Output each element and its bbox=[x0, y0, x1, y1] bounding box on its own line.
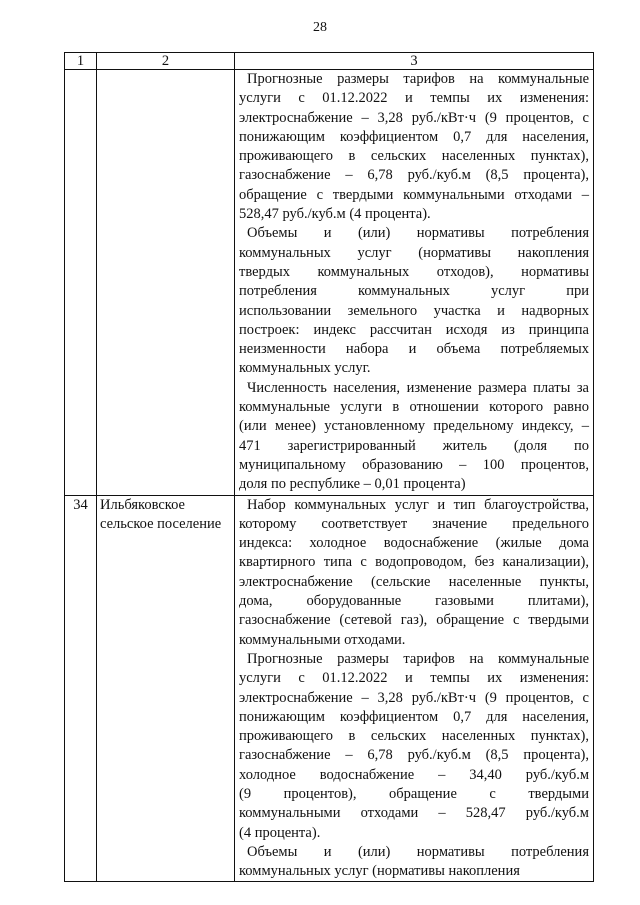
text-line: которому соответствует значение предельного bbox=[239, 515, 589, 532]
text-line: газоснабжение – 6,78 руб./куб.м (8,5 процента), bbox=[239, 167, 589, 184]
text-line: использовании земельного участка и надворных bbox=[239, 302, 589, 319]
text-line: обращение с твердыми коммунальными отходами – bbox=[239, 186, 589, 203]
text-line: коммунальными отходами. bbox=[239, 631, 406, 648]
text-line: потребления коммунальных услуг при bbox=[239, 283, 589, 300]
tariff-description bbox=[235, 495, 594, 882]
paragraph bbox=[239, 650, 589, 843]
header-col-2: 2 bbox=[97, 53, 235, 70]
text-line: электроснабжение – 3,28 руб./кВт·ч (9 процентов, с bbox=[239, 109, 589, 126]
tariff-table bbox=[64, 52, 594, 882]
text-line: Объемы и (или) нормативы потребления bbox=[247, 225, 589, 242]
tariff-description bbox=[235, 70, 594, 496]
text-line: твердых коммунальных отходов), нормативы bbox=[239, 263, 589, 280]
text-line: холодное водоснабжение – 34,40 руб./куб.м bbox=[239, 766, 589, 783]
text-line: понижающим коэффициентом 0,7 для населения, bbox=[239, 708, 589, 725]
text-line: газоснабжение (сетевой газ), обращение с твердыми bbox=[239, 612, 589, 629]
header-col-3: 3 bbox=[235, 53, 594, 70]
text-line: 471 зарегистрированный житель (доля по bbox=[239, 437, 589, 454]
settlement-name: Ильбяковское сельское поселение bbox=[97, 495, 235, 882]
text-line: Прогнозные размеры тарифов на коммунальные bbox=[247, 650, 589, 667]
text-line: коммунальные услуги в отношении которого равно bbox=[239, 399, 589, 416]
text-line: доля по республике – 0,01 процента) bbox=[239, 476, 466, 493]
table-row bbox=[65, 70, 594, 496]
paragraph bbox=[239, 70, 589, 224]
text-line: муниципальному образованию – 100 процентов, bbox=[239, 456, 589, 473]
text-line: построек: индекс рассчитан исходя из принципа bbox=[239, 321, 589, 338]
text-line: (4 процента). bbox=[239, 824, 321, 841]
paragraph bbox=[239, 379, 589, 495]
text-line: понижающим коэффициентом 0,7 для населения, bbox=[239, 128, 589, 145]
text-line: электроснабжение – 3,28 руб./кВт·ч (9 процентов, с bbox=[239, 689, 589, 706]
text-line: (или менее) установленному предельному индексу, – bbox=[239, 418, 589, 435]
text-line: услуги с 01.12.2022 и темпы их изменения: bbox=[239, 670, 589, 687]
text-line: Численность населения, изменение размера платы за bbox=[247, 379, 589, 396]
paragraph bbox=[239, 843, 589, 882]
text-line: Набор коммунальных услуг и тип благоустройства, bbox=[247, 496, 589, 513]
text-line: коммунальных услуг (нормативы накопления bbox=[239, 863, 520, 880]
text-line: (9 процентов), обращение с твердыми bbox=[239, 785, 589, 802]
table-row bbox=[65, 495, 594, 882]
text-line: 528,47 руб./куб.м (4 процента). bbox=[239, 206, 431, 223]
row-number: 34 bbox=[65, 495, 97, 882]
paragraph bbox=[239, 496, 589, 650]
text-line: услуги с 01.12.2022 и темпы их изменения: bbox=[239, 90, 589, 107]
text-line: неизменности набора и объема потребляемых bbox=[239, 341, 589, 358]
text-line: коммунальных услуг (нормативы накопления bbox=[239, 244, 589, 261]
settlement-name bbox=[97, 70, 235, 496]
text-line: квартирного типа с водопроводом, без канализации), bbox=[239, 554, 589, 571]
text-line: коммунальными отходами – 528,47 руб./куб.м bbox=[239, 805, 589, 822]
header-col-1: 1 bbox=[65, 53, 97, 70]
text-line: газоснабжение – 6,78 руб./куб.м (8,5 процента), bbox=[239, 747, 589, 764]
text-line: дома, оборудованные газовыми плитами), bbox=[239, 593, 589, 610]
text-line: Объемы и (или) нормативы потребления bbox=[247, 843, 589, 860]
text-line: коммунальных услуг. bbox=[239, 360, 371, 377]
text-line: проживающего в сельских населенных пунктах), bbox=[239, 728, 589, 745]
text-line: электроснабжение (сельские населенные пункты, bbox=[239, 573, 589, 590]
paragraph bbox=[239, 224, 589, 378]
row-number bbox=[65, 70, 97, 496]
text-line: индекса: холодное водоснабжение (жилые дома bbox=[239, 535, 589, 552]
page-number: 28 bbox=[313, 20, 327, 35]
table-header-row bbox=[65, 53, 594, 70]
text-line: Прогнозные размеры тарифов на коммунальные bbox=[247, 71, 589, 87]
text-line: проживающего в сельских населенных пунктах), bbox=[239, 148, 589, 165]
